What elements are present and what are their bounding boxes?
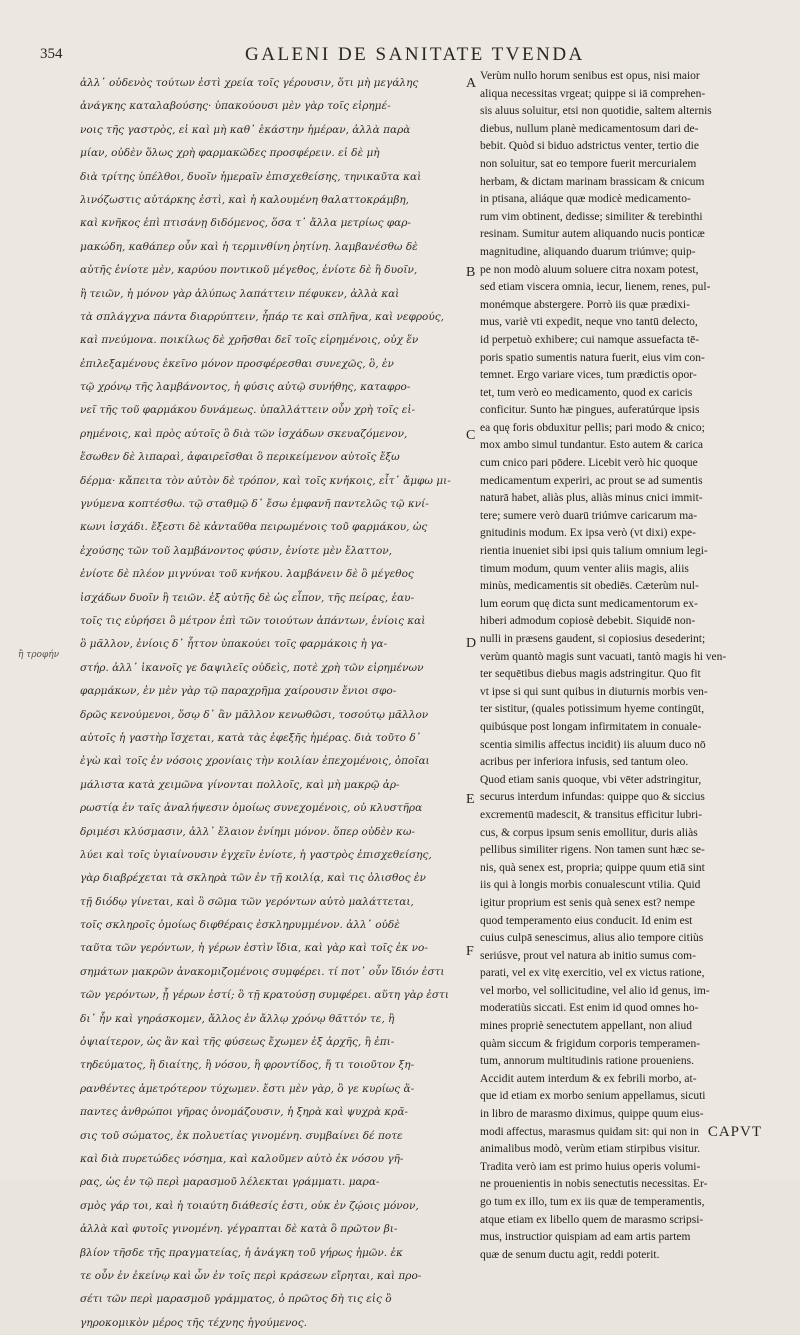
latin-text-line: herbam, & dictam marinam brassicam & cnicum — [480, 175, 705, 188]
greek-text-line: λινόζωστις αὐτάρκης ἐστὶ, καὶ ἡ καλουμένη θαλαττοκράμβη, — [80, 193, 410, 206]
latin-text-line: iis qui à longis morbis conualescunt vtilia. Quid — [480, 879, 701, 892]
latin-text-line: go tum ex illo, tum ex iis quæ de temperamentis, — [480, 1196, 705, 1208]
greek-text-line: μάλιστα κατὰ χειμῶνα γίνονται πολλοῖς, καὶ μὴ μακρῷ ἀρ- — [80, 778, 400, 791]
latin-text-line: quàm siccum & frigidum corporis temperamen- — [480, 1037, 701, 1050]
greek-text-line: καὶ κνῆκος ἐπὶ πτισάνῃ διδόμενος, ὅσα τ᾽ ἄλλα μετρίως φαρ- — [80, 217, 411, 230]
latin-text-line: medicamentum experiri, ac prout se ad sumentis — [480, 474, 703, 487]
greek-text-line: αὐτοῖς ἡ γαστὴρ ἴσχεται, κατὰ τὰς ἐφεξῆς ἡμέρας. διὰ τοῦτο δ᾽ — [80, 731, 421, 744]
margin-marker-d: D — [466, 636, 477, 651]
latin-text-line: in ptisana, aliáque quæ modicè medicamento- — [480, 193, 691, 206]
latin-text-line: pellibus similiter rigens. Non tamen sunt hæc se- — [480, 844, 705, 857]
greek-text-line: σμὸς γάρ τοι, καὶ ἡ τοιαύτη διάθεσίς ἐστι, οὐκ ἐν ζῴοις μόνον, — [80, 1199, 419, 1212]
latin-text-line: cus, & corpus ipsum senis emollitur, duris aliàs — [480, 826, 698, 839]
latin-text-line: sis aluus soluitur, etsi non quotidie, saltem alternis — [480, 105, 712, 118]
greek-text-line: δριμέσι κλύσμασιν, ἀλλ᾽ ἔλαιον ἐνίημι μόνον. ὅπερ οὐδὲν κω- — [80, 825, 415, 838]
page-number: 354 — [40, 46, 63, 62]
greek-text-line: παντες ἀνθρώποι γῆρας ὀνομάζουσιν, ἡ ξηρὰ καὶ ψυχρὰ κρᾶ- — [80, 1106, 408, 1119]
greek-text-line: ἀλλὰ καὶ φυτοῖς γινομένη. γέγραπται δὲ κατὰ ὃ πρῶτον βι- — [80, 1223, 398, 1236]
greek-text-line: τοῖς σκληροῖς ὁμοίως διφθέραις ἐσκληρυμμένον. ἀλλ᾽ οὐδὲ — [80, 919, 400, 932]
latin-text-line: moderatiùs siccati. Est enim id quod omnes ho- — [480, 1002, 699, 1015]
greek-text-line: ὃ μᾶλλον, ἐνίοις δ᾽ ἧττον ὑπακούει τοῖς φαρμάκοις ἡ γα- — [80, 638, 388, 651]
greek-text-line: σέτι τῶν περὶ μαρασμοῦ γράμματος, ὁ πρῶτος δὴ τις εἰς ὃ — [80, 1293, 392, 1306]
greek-text-line: ἐνίοτε δὲ πλέον μιγνύναι τοῦ κνήκου. λαμβάνειν δὲ ὃ μέγεθος — [80, 568, 414, 581]
latin-text-line: id perpetuò exhibere; cui namque assuefacta tē- — [480, 333, 700, 346]
latin-text-line: magnitudine, aliquando duarum triúmve; quip- — [480, 245, 696, 258]
latin-text-line: ea quę foris obduxitur pellis; pari modo & cnico; — [480, 421, 705, 434]
margin-marker-e: E — [466, 792, 475, 807]
greek-text-line: κωνι ἰσχάδι. ἔξεστι δὲ κἀνταῦθα πειρωμένοις τοῦ φαρμάκου, ὡς — [80, 521, 428, 534]
latin-text-line: Tradita verò iam est primo huius operis volumi- — [480, 1160, 701, 1173]
greek-text-line: τῷ χρόνῳ τῆς λαμβάνοντος, ἡ φύσις αὐτῷ συνήθης, καταφρο- — [80, 381, 411, 394]
latin-text-line: tet, tum verò eo medicamento, quod ex caricis — [480, 386, 693, 399]
latin-text-line: excrementū madescit, & transitus efficitur lubri- — [480, 808, 703, 821]
latin-text-line: diebus, nullum planè medicamentosum dari de- — [480, 122, 699, 135]
page-header — [40, 44, 740, 70]
latin-text-line: Quod etiam sanis quoque, vbi vēter adstringitur, — [480, 773, 702, 786]
latin-text-line: vel morbo, vel sollicitudine, vel alio id genus, im- — [480, 984, 710, 997]
latin-text-line: nis, quà senex est, propria; quippe quum etiā sint — [480, 861, 705, 874]
latin-text-line: parati, vel ex vitę exercitio, vel ex victus ratione, — [480, 967, 705, 980]
greek-text-line: γὰρ διαβρέχεται τὰ σκληρὰ τῶν ἐν τῇ κοιλίᾳ, καὶ τις ὀλισθος ἐν — [80, 872, 426, 885]
greek-text-line: τε οὖν ἐν ἐκείνῳ καὶ ὧν ἐν τοῖς περὶ κράσεων εἴρηται, καὶ προ- — [80, 1269, 422, 1282]
margin-annotation: ἢ τροφήν — [18, 650, 60, 660]
latin-text-line: mines propriè senectutem appellant, non aliud — [480, 1020, 693, 1033]
latin-text-line: mox ambo simul tundantur. Esto autem & carica — [480, 439, 703, 452]
latin-text-line: resinam. Sumitur autem aliquando nucis ponticæ — [480, 228, 705, 241]
latin-text-line: timum modum, quum venter aliis magis, aliis — [480, 562, 689, 575]
latin-text-line: aliqua necessitas vrgeat; quippe si iā comprehen- — [480, 87, 706, 100]
latin-text-line: ne prouenientis in nobis senectutis necessitas. Er- — [480, 1178, 708, 1191]
margin-marker-f: F — [466, 944, 474, 959]
margin-marker-c: C — [466, 428, 476, 443]
greek-text-line: τῶν γερόντων, ᾗ γέρων ἐστί; ὃ τῇ κρατούσῃ συμφέρει. αὕτη γὰρ ἐστι — [80, 989, 449, 1002]
greek-text-line: ρας, ὡς ἐν τῷ περὶ μαρασμοῦ λέλεκται γράμματι. μαρα- — [80, 1176, 380, 1189]
latin-text-line: igitur proprium est senis quà senex est? nempe — [480, 896, 695, 909]
greek-text-line: τηδεύματος, ἢ διαίτης, ἢ νόσου, ἢ φροντίδος, ἤ τι τοιοῦτον ξη- — [80, 1059, 415, 1072]
greek-text-line: τοῖς τις εὑρήσει ὃ μέτρον ἐπὶ τῶν τοιούτων ἁπάντων, ἐνίοις καὶ — [80, 614, 426, 627]
latin-text-line: quibúsque post longam infirmitatem in conuale- — [480, 720, 702, 733]
greek-text-line: σημάτων μακρῶν ἀνακομιζομένοις συμφέρει. τί ποτ᾽ οὖν ἴδιόν ἐστι — [80, 965, 445, 978]
latin-text-line: mus, instructior quispiam ad eam artis partem — [480, 1231, 691, 1244]
latin-text-line: hiberi admodum copiosè debebit. Siquidē non- — [480, 615, 696, 628]
latin-text-line: verùm quantò magis sunt vacuati, tantò magis hi ven- — [480, 650, 727, 663]
latin-text-line: nulli in præsens gaudent, si copiosius desederint; — [480, 633, 706, 645]
greek-text-line: σις τοῦ σώματος, ἐκ πολυετίας γινομένη. συμβαίνει δέ ποτε — [80, 1129, 403, 1142]
latin-text-line: minùs, medicamentis sit obediēs. Cæterùm nul- — [480, 580, 699, 593]
latin-text-line: bebit. Quòd si biduo adstrictus venter, tertio die — [480, 140, 699, 153]
greek-text-line: δέρμα· κἄπειτα τὸν αὐτὸν δὲ τρόπον, καὶ τοῖς κνήκοις, εἶτ᾽ ἄμφω μι- — [80, 474, 451, 487]
greek-text-line: ταῦτα τῶν γερόντων, ἡ γέρων ἐστὶν ἴδια, καὶ γὰρ καὶ τοῖς ἐκ νο- — [80, 942, 428, 955]
latin-text-line: Verùm nullo horum senibus est opus, nisi maior — [480, 70, 700, 82]
latin-text-line: quod temperamento eius conducit. Id enim est — [480, 914, 693, 927]
greek-text-column — [80, 72, 460, 1335]
greek-text-line: ρανθέντες ἀμετρότερον τύχωμεν. ἔστι μὲν γὰρ, ὃ γε κυρίως ἅ- — [80, 1082, 415, 1095]
latin-text-line: vt ipse si qui sunt quibus in diuturnis morbis ven- — [480, 685, 708, 698]
greek-text-line: καὶ πνεύμονα. ποικίλως δὲ χρῆσθαι δεῖ τοῖς εἰρημένοις, οὐχ ἕν — [80, 334, 419, 347]
greek-text-line: καὶ διὰ πυρετώδες νόσημα, καὶ καλοῦμεν αὐτὸ ἐκ νόσου γῆ- — [80, 1152, 404, 1165]
greek-text-line: ἰσχάδων δυοῖν ἢ τειῶν. ἐξ αὐτῆς δὲ ὡς εἶπον, τῆς πείρας, ἑαυ- — [80, 591, 415, 604]
greek-text-line: γηροκομικὸν μέρος τῆς τέχνης ἡγούμενος. — [80, 1316, 307, 1329]
greek-text-line: νεῖ τῆς τοῦ φαρμάκου δυνάμεως. ὑπαλλάττειν οὖν χρὴ τοῖς εἰ- — [80, 404, 416, 417]
greek-text-line: ὀψιαίτερον, ὡς ἂν καὶ τῆς φύσεως ἔχωμεν ἐξ ἀρχῆς, ἢ ἐπι- — [80, 1036, 395, 1049]
latin-text-line: modi affectus, marasmus quidam sit: qui non in — [480, 1125, 699, 1138]
greek-text-line: βλίον τῆσδε τῆς πραγματείας, ἡ ἀνάγκη τοῦ γήρως ἡμῶν. ἐκ — [80, 1246, 403, 1259]
greek-text-line: ρημένοις, καὶ πρὸς αὐτοῖς ὃ διὰ τῶν ἰσχάδων σκευαζόμενον, — [80, 427, 408, 440]
latin-text-line: rum vim obtinent, dedisse; similiter & terebinthi — [480, 210, 703, 223]
greek-text-line: νοις τῆς γαστρὸς, εἰ καὶ μὴ καθ᾽ ἑκάστην ἡμέραν, ἀλλὰ παρὰ — [80, 123, 411, 136]
latin-text-line: acribus per inferiora infusis, sed tantum oleo. — [480, 756, 689, 769]
greek-text-line: λύει καὶ τοῖς ὑγιαίνουσιν ἐγχεῖν ἐνίοτε, ἡ γαστρὸς ἐπισχεθείσης, — [80, 848, 432, 861]
latin-text-line: Accidit autem interdum & ex febrili morbo, at- — [480, 1072, 697, 1085]
greek-text-line: ἐγὼ καὶ τοῖς ἐν νόσοις χρονίαις τὴν κοιλίαν ἐπεχομένοις, ὁποῖαι — [80, 755, 430, 768]
latin-text-line: cum cnico pari pōdere. Licebit verò hic quoque — [480, 457, 698, 470]
latin-text-line: conficitur. Sunto hæ pingues, auferatúrque ipsis — [480, 404, 700, 417]
latin-text-line: atque etiam ex libello quem de marasmo scripsi- — [480, 1213, 704, 1226]
greek-text-line: φαρμάκων, ἐν μὲν γὰρ τῷ παραχρῆμα χαίρουσιν ἔνιοι σφο- — [80, 685, 397, 698]
latin-text-line: pe non modò aluum soluere citra noxam potest, — [480, 263, 699, 276]
greek-text-line: μίαν, οὐδὲν ὅλως χρὴ φαρμακῶδες προσφέρειν. εἰ δὲ μὴ — [80, 147, 380, 160]
latin-text-line: monémque abstergere. Porrò iis quæ prædixi- — [480, 298, 690, 311]
catchword: CAPVT — [707, 1124, 762, 1140]
greek-text-line: ἀλλ᾽ οὐδενὸς τούτων ἐστὶ χρεία τοῖς γέρουσιν, ὅτι μὴ μεγάλης — [80, 77, 419, 89]
latin-text-line: seriúsve, prout vel natura ab initio sumus com- — [480, 949, 696, 962]
greek-text-line: ἢ τειῶν, ἡ μόνον γὰρ ἀλύπως λαπάττειν πέφυκεν, ἀλλὰ καὶ — [80, 287, 400, 300]
latin-text-line: que id etiam ex morbo senium appellamus, sicuti — [480, 1090, 706, 1103]
latin-text-line: scentia similis affectus incidit) iis aluum duco nō — [480, 738, 706, 751]
greek-text-line: μακώδη, καθάπερ οὖν καὶ ἡ τερμινθίνη ῥητίνη. λαμβανέσθω δὲ — [80, 240, 418, 253]
latin-text-line: cuius culpā senescimus, alius alio tempore citiùs — [480, 932, 704, 945]
latin-text-line: lum eorum quę dicta sunt medicamentorum ex- — [480, 597, 698, 610]
running-title: GALENI DE SANITATE TVENDA — [245, 44, 585, 65]
latin-text-line: sed etiam viscera omnia, iecur, lienem, renes, pul- — [480, 281, 711, 294]
latin-text-line: naturā habet, aliàs plus, aliàs minus cnici immit- — [480, 492, 703, 505]
greek-text-line: γνύμενα κοπτέσθω. τῷ σταθμῷ δ᾽ ἔσω ἐμφανῆ παντελῶς τῷ κνί- — [80, 498, 429, 511]
latin-text-line: ter sequētibus diebus magis adstringitur. Quo fit — [480, 668, 701, 681]
latin-text-line: temnet. Ergo variare vices, tum prædictis opor- — [480, 369, 697, 382]
greek-text-line: ρωστίᾳ ἐν ταῖς ἀναλήψεσιν ὁμοίως συνεχομένοις, οὐ κλυστῆρα — [80, 802, 423, 815]
latin-text-line: gnitudinis modum. Ex ipsa verò (vt dixi) expe- — [480, 527, 696, 540]
greek-text-line: τὰ σπλάγχνα πάντα διαρρύπτειν, ἧπάρ τε καὶ σπλῆνα, καὶ νεφρούς, — [80, 310, 444, 323]
latin-text-line: tum, annorum multitudinis ratione proueniens. — [480, 1055, 694, 1068]
greek-text-line: τῇ διόδῳ γίνεται, καὶ ὃ σῶμα τῶν γερόντων αὐτὸ μαλάττεται, — [80, 895, 414, 908]
latin-text-line: in libro de marasmo diximus, quippe quum eius- — [480, 1108, 704, 1121]
latin-text-line: poris spatio sumentis natura fuerit, eius vim con- — [480, 351, 705, 364]
greek-text-line: δι᾽ ἧν καὶ γηράσκομεν, ἄλλος ἐν ἄλλῳ χρόνῳ θᾶττόν τε, ἢ — [80, 1012, 395, 1025]
greek-text-line: διὰ τρίτης ὑπέλθοι, δυοῖν ἡμεραῖν ἐπισχεθείσης, τηνικαῦτα καὶ — [80, 170, 422, 183]
greek-text-line: ἔσωθεν δὲ λιπαραὶ, ἀφαιρεῖσθαι ὃ περικείμενον αὐτοῖς ἔξω — [80, 451, 400, 464]
latin-text-line: securus interdum infundas: quippe quo & siccius — [480, 791, 705, 804]
latin-text-line: ter sistitur, (quales potissimum hyeme contingūt, — [480, 703, 705, 716]
greek-text-line: στήρ. ἀλλ᾽ ἱκανοῖς γε δαψιλεῖς οὐδεὶς, ποτὲ χρὴ τῶν εἰρημένων — [80, 661, 424, 674]
greek-text-line: αὐτῆς ἐνίοτε μὲν, καρύου ποντικοῦ μέγεθος, ἐνίοτε δὲ ἢ δυοῖν, — [80, 264, 418, 277]
latin-text-line: quæ de senum ductu agit, reddi poterit. — [480, 1248, 660, 1261]
latin-text-line: non soluitur, sat eo tempore fuerit mercurialem — [480, 157, 697, 170]
greek-text-line: δρῶς κενούμενοι, ὅσῳ δ᾽ ἂν μᾶλλον κενωθῶσι, τοσούτῳ μᾶλλον — [80, 708, 429, 721]
latin-text-line: animalibus modò, verùm etiam stirpibus visitur. — [480, 1143, 701, 1156]
greek-text-line: ἀνάγκης καταλαβούσης· ὑπακούουσι μὲν γὰρ τοῖς εἰρημέ- — [80, 100, 391, 113]
latin-text-column — [480, 68, 765, 1264]
greek-text-line: ἐπιλεξαμένους ἐκεῖνο μόνον προσφέρεσθαι συνεχῶς, ὃ, ἐν — [80, 357, 394, 370]
latin-text-line: tere; sumere verò duarū triúmve caricarum ma- — [480, 509, 698, 522]
latin-text-line: rientia inueniet sibi ipsi quis talium omnium legi- — [480, 545, 708, 558]
greek-text-line: ἐχούσης τῶν τοῦ λαμβάνοντος φύσιν, ἐνίοτε μὲν ἔλαττον, — [80, 544, 393, 557]
margin-marker-a: A — [466, 76, 477, 91]
margin-marker-b: B — [466, 265, 476, 280]
latin-text-line: mus, variè vti expedit, neque vno tantū delecto, — [480, 316, 698, 329]
